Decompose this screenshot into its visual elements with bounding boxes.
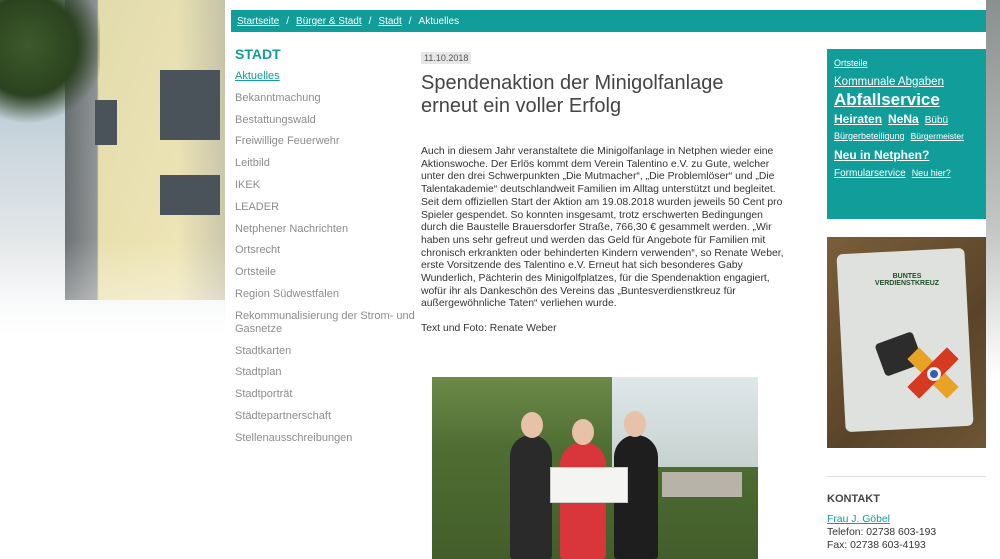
breadcrumb-current: Aktuelles xyxy=(418,15,460,27)
article-body: Auch in diesem Jahr veranstaltete die Minigolfanlage in Netphen wieder eine Aktionswoche. Der Erlös kommt dem Verein Talentino e.V. zu Gute, welcher unter den drei Schwerpunkten „Die Mutmacher“, „Die Problemlöser“ und „Die Talentakademie“ deutschlandweit Familien im Alltag unterstützt und begleitet. Seit dem offiziellen Start der Aktion am 19.08.2018 wurden jeweils 50 Cent pro Spieler gespendet. So konnten insgesamt, trotz erschwerten Bedingungen durch die Baustelle Brauersdorfer Straße, 766,30 € gesammelt werden. „Wir haben uns sehr gefreut und werden das Geld für Angebote für Familien mit chronisch erkrankten oder behinderten Kindern verwenden“, so Renate Weber, erste Vorsitzende des Talentino e.V. Erneut hat sich besonderes Gaby Wunderlich, Pächterin des Minigolfplatzes, für die Spendenaktion engagiert, wofür ihr als Dankeschön des Vereins das „Buntesverdienstkreuz für außergewöhnliche Taten“ verliehen wurde. xyxy=(421,146,784,310)
sidebar-list xyxy=(235,70,415,445)
sidebar-item-ortsteile[interactable]: Ortsteile xyxy=(235,266,276,279)
photo-cheque xyxy=(550,467,628,503)
sidebar-nav xyxy=(235,46,415,454)
badge-center xyxy=(927,367,941,381)
photo-person xyxy=(510,435,552,559)
quicklink-buebue[interactable]: Bübü xyxy=(924,115,949,126)
quicklink-ortsteile[interactable]: Ortsteile xyxy=(834,58,868,68)
article-photo xyxy=(432,377,758,559)
article-credit: Text und Foto: Renate Weber xyxy=(421,323,557,335)
sidebar-item-staedtepartnerschaft[interactable]: Städtepartnerschaft xyxy=(235,409,332,422)
breadcrumb-separator: / xyxy=(408,15,412,27)
sidebar-item-aktuelles[interactable]: Aktuelles xyxy=(235,70,280,82)
header-photo-right xyxy=(986,0,1000,380)
quicklink-kommunale-abgaben[interactable]: Kommunale Abgaben xyxy=(834,76,944,88)
contact-box xyxy=(827,476,986,552)
quicklink-neu-hier[interactable]: Neu hier? xyxy=(911,168,951,178)
sidebar-item-suedwestfalen[interactable]: Region Südwestfalen xyxy=(235,287,339,300)
sidebar-item-rekommunalisierung[interactable]: Rekommunalisierung der Strom- und Gasnetze xyxy=(235,309,415,335)
verdienstkreuz-image xyxy=(827,237,986,448)
building-window xyxy=(160,175,220,215)
sidebar-item-stellenausschreibungen[interactable]: Stellenausschreibungen xyxy=(235,431,353,444)
sidebar-item-bekanntmachung[interactable]: Bekanntmachung xyxy=(235,91,321,104)
sidebar-item-ortsrecht[interactable]: Ortsrecht xyxy=(235,244,281,257)
breadcrumb xyxy=(231,10,986,32)
sidebar-heading: STADT xyxy=(235,46,281,62)
breadcrumb-stadt-link[interactable]: Stadt xyxy=(378,15,402,27)
sidebar-item-bestattungswald[interactable]: Bestattungswald xyxy=(235,113,316,126)
sidebar-item-stadtplan[interactable]: Stadtplan xyxy=(235,366,282,379)
quicklinks-box xyxy=(827,49,986,219)
photo-person-head xyxy=(572,419,594,445)
breadcrumb-separator: / xyxy=(368,15,372,27)
quicklink-heiraten[interactable]: Heiraten xyxy=(834,112,883,126)
tree-image xyxy=(0,0,100,130)
article-date: 11.10.2018 xyxy=(421,52,471,64)
breadcrumb-separator: / xyxy=(286,15,290,27)
quicklink-buergermeister[interactable]: Bürgermeister xyxy=(910,131,964,141)
sidebar-item-nachrichten[interactable]: Netphener Nachrichten xyxy=(235,222,349,235)
badge-logo-text: BUNTES VERDIENSTKREUZ xyxy=(874,273,940,287)
quicklink-formularservice[interactable]: Formularservice xyxy=(834,168,906,179)
contact-heading: KONTAKT xyxy=(827,493,880,505)
sidebar-item-ikek[interactable]: IKEK xyxy=(235,178,261,191)
quicklink-neu-in-netphen[interactable]: Neu in Netphen? xyxy=(834,148,930,162)
photo-person-head xyxy=(521,412,543,438)
photo-fade xyxy=(0,239,225,559)
sidebar-item-stadtportraet[interactable]: Stadtporträt xyxy=(235,388,293,401)
sidebar-item-leader[interactable]: LEADER xyxy=(235,200,280,213)
quicklink-abfallservice[interactable]: Abfallservice xyxy=(834,90,940,109)
building-window xyxy=(160,70,220,140)
breadcrumb-buerger-link[interactable]: Bürger & Stadt xyxy=(296,15,362,27)
sidebar-item-feuerwehr[interactable]: Freiwillige Feuerwehr xyxy=(235,135,340,148)
photo-person-head xyxy=(624,411,646,437)
contact-phone: Telefon: 02738 603-193 xyxy=(827,527,937,538)
photo-wall xyxy=(662,472,742,497)
breadcrumb-home-link[interactable]: Startseite xyxy=(237,15,280,27)
quicklink-buergerbeteiligung[interactable]: Bürgerbeteiligung xyxy=(834,131,905,141)
contact-name-link[interactable]: Frau J. Göbel xyxy=(827,514,890,525)
sidebar-item-leitbild[interactable]: Leitbild xyxy=(235,157,270,170)
header-photo-left xyxy=(0,0,225,559)
article-title: Spendenaktion der Minigolfanlage erneut ein voller Erfolg xyxy=(421,72,724,117)
article xyxy=(421,48,791,334)
quicklink-nena[interactable]: NeNa xyxy=(888,112,919,126)
contact-fax: Fax: 02738 603-4193 xyxy=(827,540,926,551)
sidebar-item-stadtkarten[interactable]: Stadtkarten xyxy=(235,344,292,357)
